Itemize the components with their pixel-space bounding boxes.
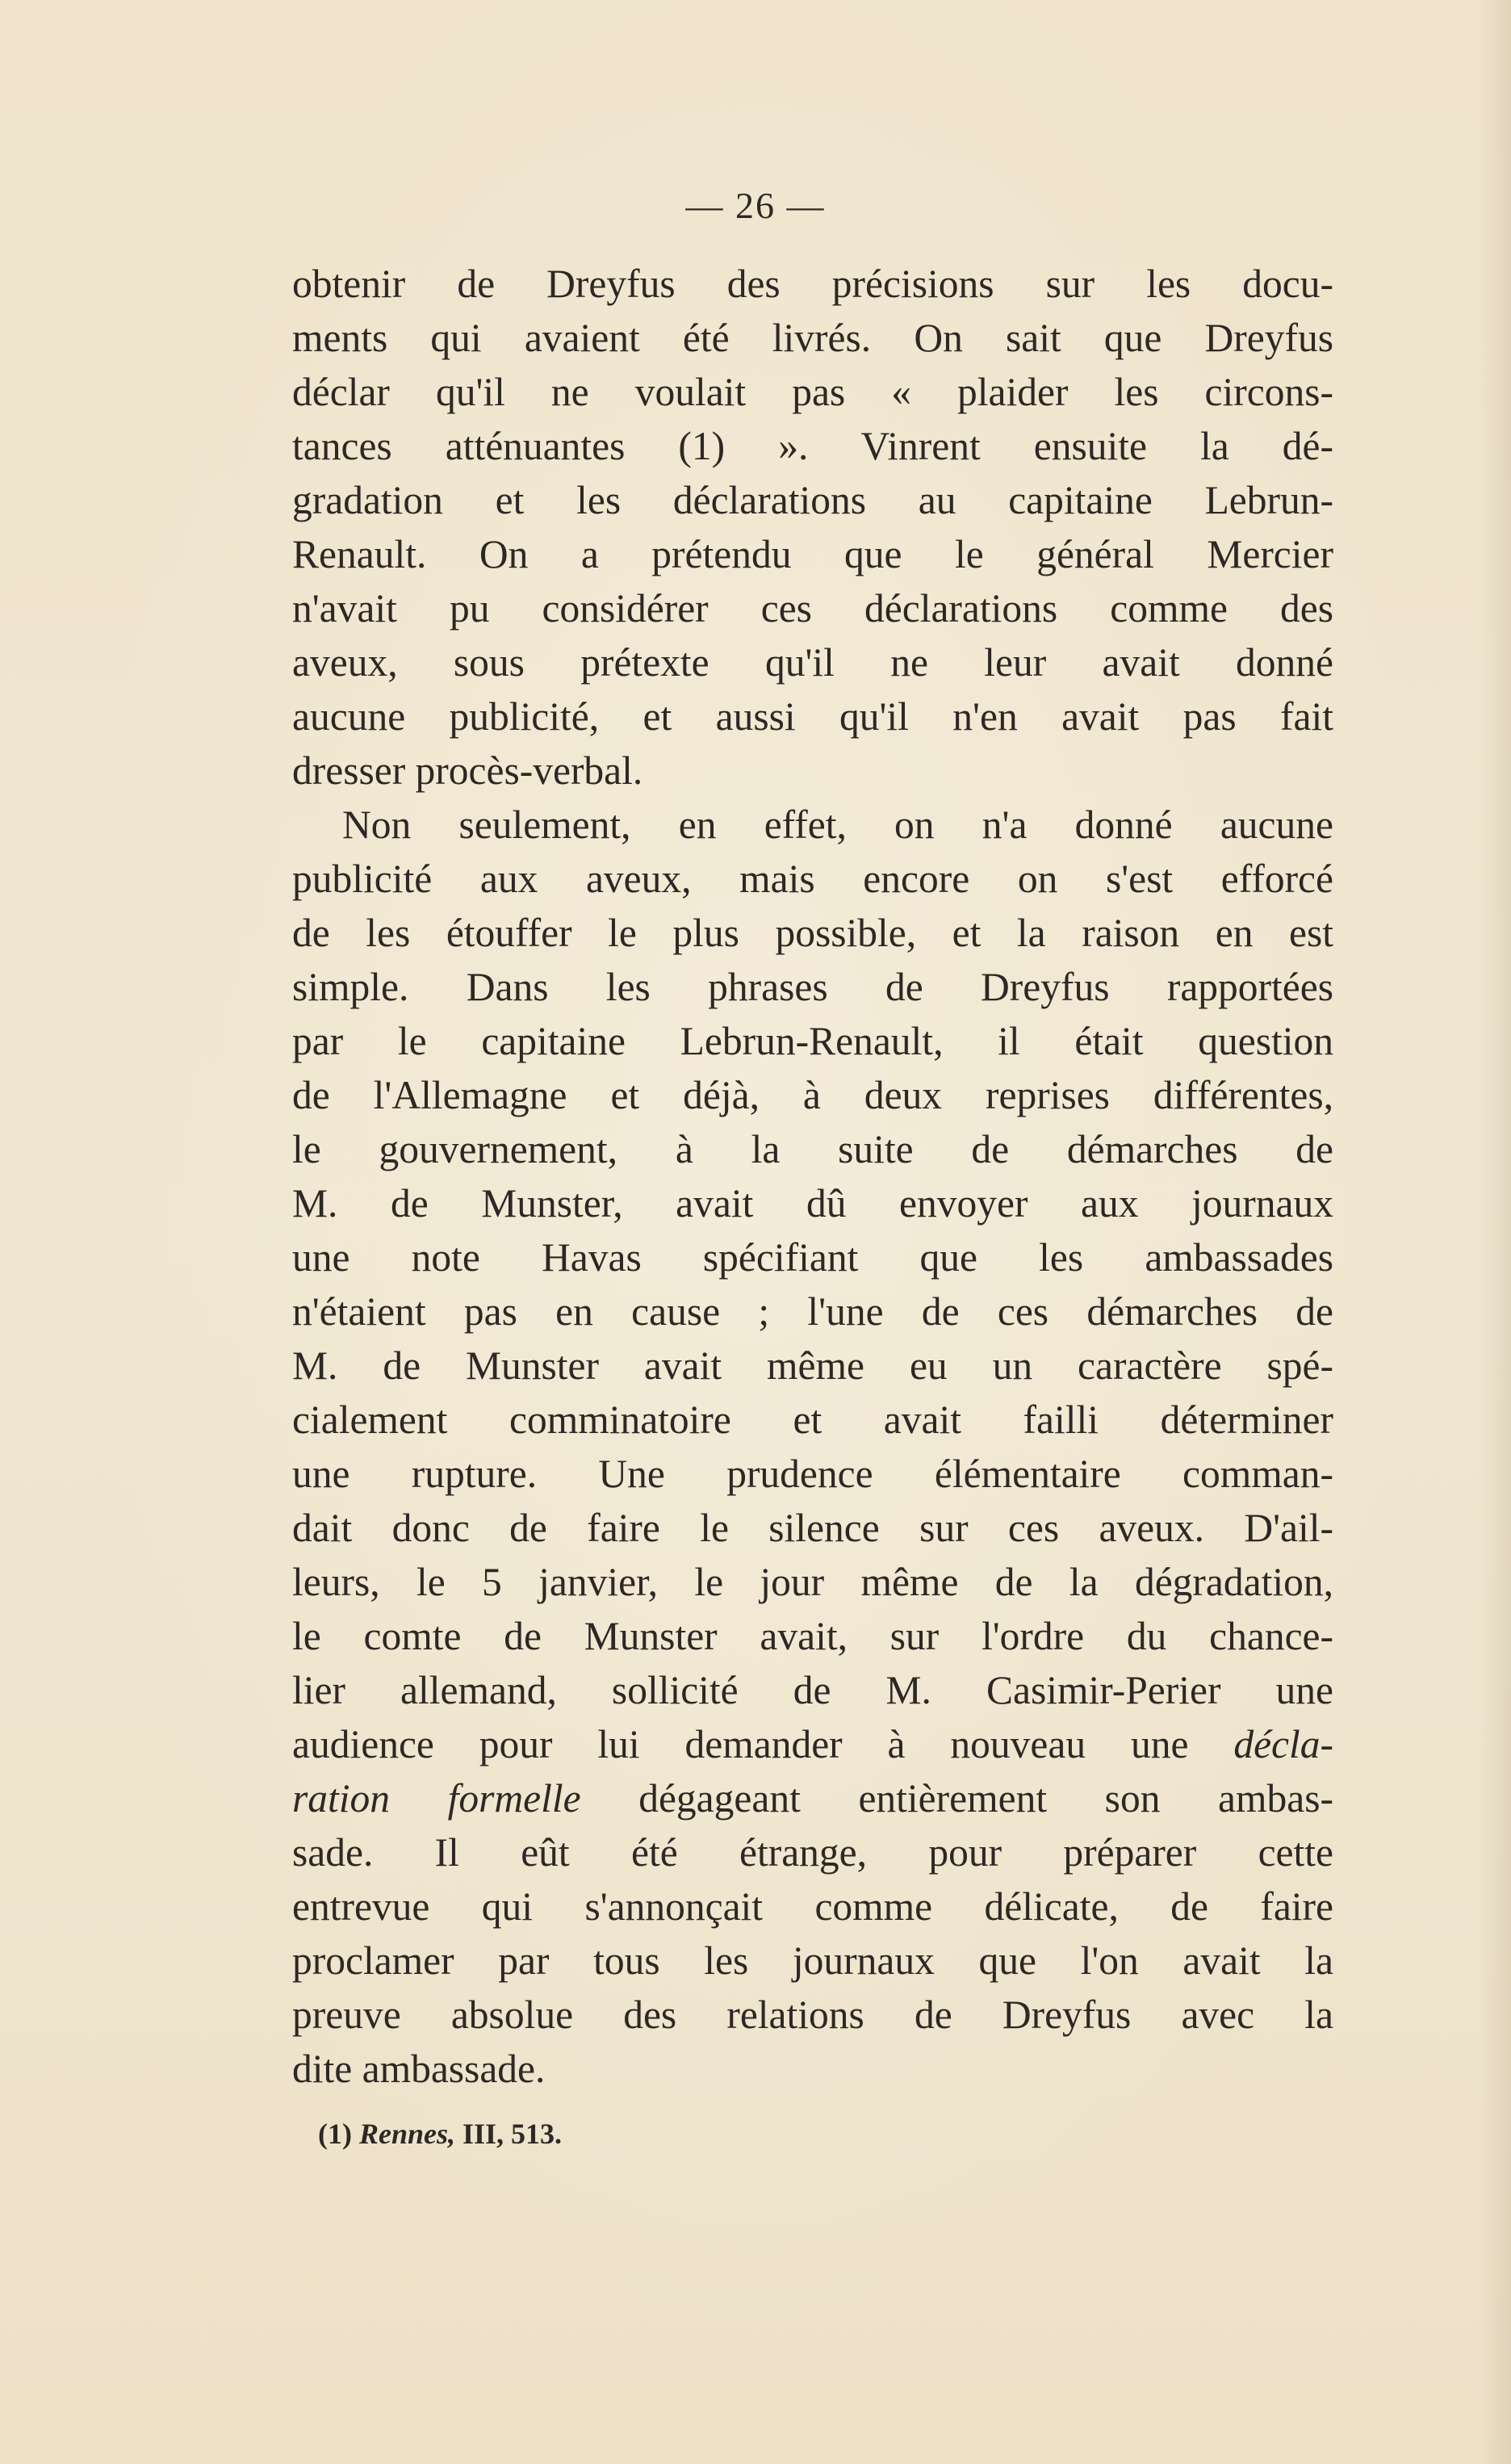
line-text: cialement comminatoire et avait failli déterminer [292, 1398, 1333, 1442]
line-text: dite ambassade. [292, 2047, 546, 2091]
line-text: de l'Allemagne et déjà, à deux reprises différentes, [292, 1073, 1333, 1117]
text-line [292, 419, 1333, 473]
text-line [292, 365, 1333, 419]
line-text: dresser procès-verbal. [292, 748, 643, 793]
italic-run: décla- [1233, 1722, 1333, 1766]
text-line [292, 1176, 1333, 1230]
line-text: n'avait pu considérer ces déclarations comme des [292, 586, 1333, 631]
line-text: ments qui avaient été livrés. On sait que Dreyfus [292, 316, 1333, 360]
line-text: leurs, le 5 janvier, le jour même de la dégradation, [292, 1560, 1333, 1604]
line-text: lier allemand, sollicité de M. Casimir-Perier une [292, 1668, 1333, 1712]
line-text: Non seulement, en effet, on n'a donné aucune [342, 802, 1333, 847]
text-line [292, 906, 1333, 960]
line-text: aucune publicité, et aussi qu'il n'en avait pas fait [292, 694, 1333, 739]
text-line [292, 2042, 1333, 2096]
line-text: une rupture. Une prudence élémentaire comman- [292, 1452, 1333, 1496]
text-line [292, 1717, 1333, 1771]
text-line [292, 1988, 1333, 2042]
footnote-reference: III, 513. [463, 2118, 563, 2150]
text-line [292, 1771, 1333, 1825]
italic-run: ration formelle [292, 1776, 581, 1821]
line-text: M. de Munster avait même eu un caractère spé- [292, 1343, 1333, 1388]
text-line [292, 1934, 1333, 1988]
body-text [292, 257, 1333, 2096]
text-line [292, 798, 1333, 852]
line-text: publicité aux aveux, mais encore on s'est efforcé [292, 857, 1333, 901]
text-line [292, 473, 1333, 527]
footnote-source: Rennes, [358, 2118, 456, 2150]
text-line [292, 1501, 1333, 1555]
line-text: aveux, sous prétexte qu'il ne leur avait donné [292, 640, 1333, 685]
line-text: le gouvernement, à la suite de démarches de [292, 1127, 1333, 1171]
line-text: sade. Il eût été étrange, pour préparer cette [292, 1830, 1333, 1875]
line-text: de les étouffer le plus possible, et la raison en est [292, 911, 1333, 955]
text-line [292, 1879, 1333, 1934]
line-text: dait donc de faire le silence sur ces aveux. D'ail- [292, 1506, 1333, 1550]
text-line [292, 1339, 1333, 1393]
text-line [292, 581, 1333, 635]
text-line [292, 1555, 1333, 1609]
text-line [292, 1014, 1333, 1068]
text-line [292, 1609, 1333, 1663]
text-line [292, 1447, 1333, 1501]
text-line [292, 960, 1333, 1014]
text-line [292, 1230, 1333, 1284]
line-text: proclamer par tous les journaux que l'on avait la [292, 1938, 1333, 1983]
line-text: le comte de Munster avait, sur l'ordre du chance- [292, 1614, 1333, 1658]
line-text: simple. Dans les phrases de Dreyfus rapportées [292, 965, 1333, 1009]
text-line [292, 635, 1333, 689]
line-text: M. de Munster, avait dû envoyer aux journaux [292, 1181, 1333, 1226]
text-line [292, 311, 1333, 365]
text-line [292, 689, 1333, 744]
line-text: preuve absolue des relations de Dreyfus avec la [292, 1993, 1333, 2037]
text-line [292, 257, 1333, 311]
text-line [292, 1068, 1333, 1122]
text-line [292, 1825, 1333, 1879]
text-line [292, 527, 1333, 581]
line-text: obtenir de Dreyfus des précisions sur les docu- [292, 262, 1333, 306]
line-text: audience pour lui demander à nouveau une [292, 1722, 1234, 1766]
page-number: — 26 — [685, 185, 826, 226]
line-text: entrevue qui s'annonçait comme délicate, de faire [292, 1884, 1333, 1929]
line-text: déclar qu'il ne voulait pas « plaider les circons- [292, 370, 1333, 414]
text-line [292, 744, 1333, 798]
text-line [292, 852, 1333, 906]
text-line [292, 1393, 1333, 1447]
line-text: gradation et les déclarations au capitaine Lebrun- [292, 478, 1333, 522]
line-text: tances atténuantes (1) ». Vinrent ensuite la dé- [292, 424, 1333, 468]
text-line [292, 1663, 1333, 1717]
footnote-marker: (1) [318, 2118, 352, 2150]
text-line [292, 1122, 1333, 1176]
line-text: une note Havas spécifiant que les ambassades [292, 1235, 1333, 1280]
line-text: dégageant entièrement son ambas- [580, 1776, 1333, 1821]
text-line [292, 1284, 1333, 1339]
page-edge-shadow [1479, 0, 1511, 2464]
line-text: Renault. On a prétendu que le général Mercier [292, 532, 1333, 576]
line-text: par le capitaine Lebrun-Renault, il était question [292, 1019, 1333, 1063]
line-text: n'étaient pas en cause ; l'une de ces démarches de [292, 1289, 1333, 1334]
footnote [318, 2117, 562, 2151]
